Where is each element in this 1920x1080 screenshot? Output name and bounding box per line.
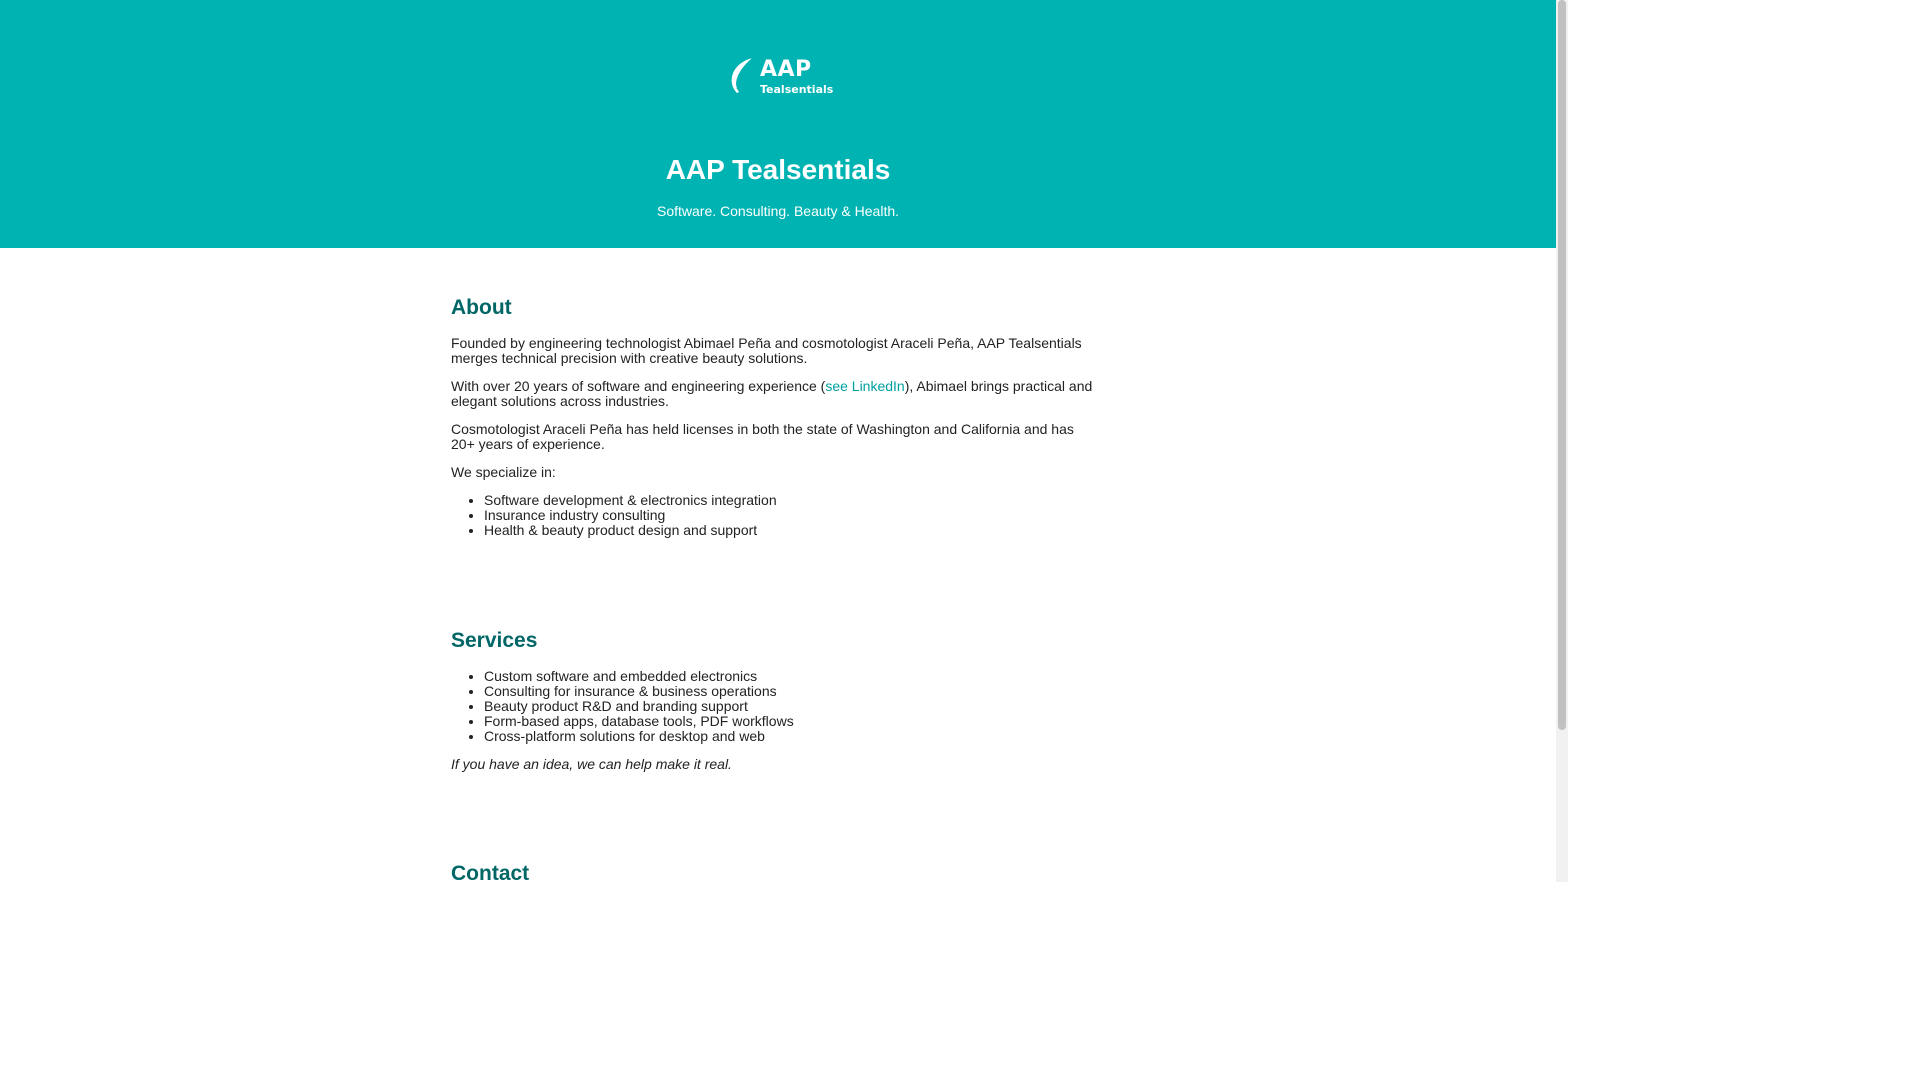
vertical-scrollbar[interactable] bbox=[1556, 0, 1568, 882]
about-body bbox=[451, 336, 1101, 551]
linkedin-link[interactable]: see LinkedIn bbox=[825, 378, 905, 394]
list-item: • Cross-platform solutions for desktop and web bbox=[484, 729, 1101, 744]
list-item: • Beauty product R&D and branding support bbox=[484, 699, 1101, 714]
site-title: AAP Tealsentials bbox=[665, 154, 891, 185]
about-heading: About bbox=[451, 296, 512, 319]
list-item: • Custom software and embedded electronics bbox=[484, 669, 1101, 684]
list-item: • Health & beauty product design and support bbox=[484, 523, 1101, 538]
list-item: • Insurance industry consulting bbox=[484, 508, 1101, 523]
site-tagline: Software. Consulting. Beauty & Health. bbox=[656, 203, 900, 219]
hero-header bbox=[0, 0, 1556, 248]
about-paragraph-founders: Founded by engineering technologist Abimael Peña and cosmotologist Araceli Peña, AAP Tealsentials merges technical precision with creative beauty solutions. bbox=[451, 335, 1082, 366]
logo-sub-text: Tealsentials bbox=[760, 83, 834, 96]
logo-text bbox=[760, 56, 833, 95]
services-closing: If you have an idea, we can help make it real. bbox=[451, 756, 732, 772]
about-specialize-intro: We specialize in: bbox=[451, 464, 556, 480]
logo[interactable] bbox=[728, 56, 832, 98]
about-paragraph-experience bbox=[451, 379, 1101, 409]
list-item: • Software development & electronics integration bbox=[484, 493, 1101, 508]
services-list bbox=[451, 669, 1101, 744]
scrollbar-thumb[interactable] bbox=[1558, 0, 1566, 730]
services-body bbox=[451, 669, 1101, 785]
list-item: • Form-based apps, database tools, PDF workflows bbox=[484, 714, 1101, 729]
services-closing-paragraph bbox=[451, 757, 1101, 772]
services-heading: Services bbox=[451, 629, 538, 652]
list-item: • Consulting for insurance & business operations bbox=[484, 684, 1101, 699]
contact-heading: Contact bbox=[451, 862, 530, 882]
about-paragraph-cosmetologist: Cosmotologist Araceli Peña has held licenses in both the state of Washington and California and has 20+ years of experience. bbox=[451, 421, 1074, 452]
about-experience-text-before: With over 20 years of software and engineering experience ( bbox=[451, 378, 826, 394]
about-experience-text-after: ), Abimael brings practical and elegant solutions across industries. bbox=[451, 378, 1093, 409]
leaf-icon bbox=[728, 56, 756, 96]
specialties-list bbox=[451, 493, 1101, 538]
logo-main-text: AAP bbox=[760, 57, 812, 82]
